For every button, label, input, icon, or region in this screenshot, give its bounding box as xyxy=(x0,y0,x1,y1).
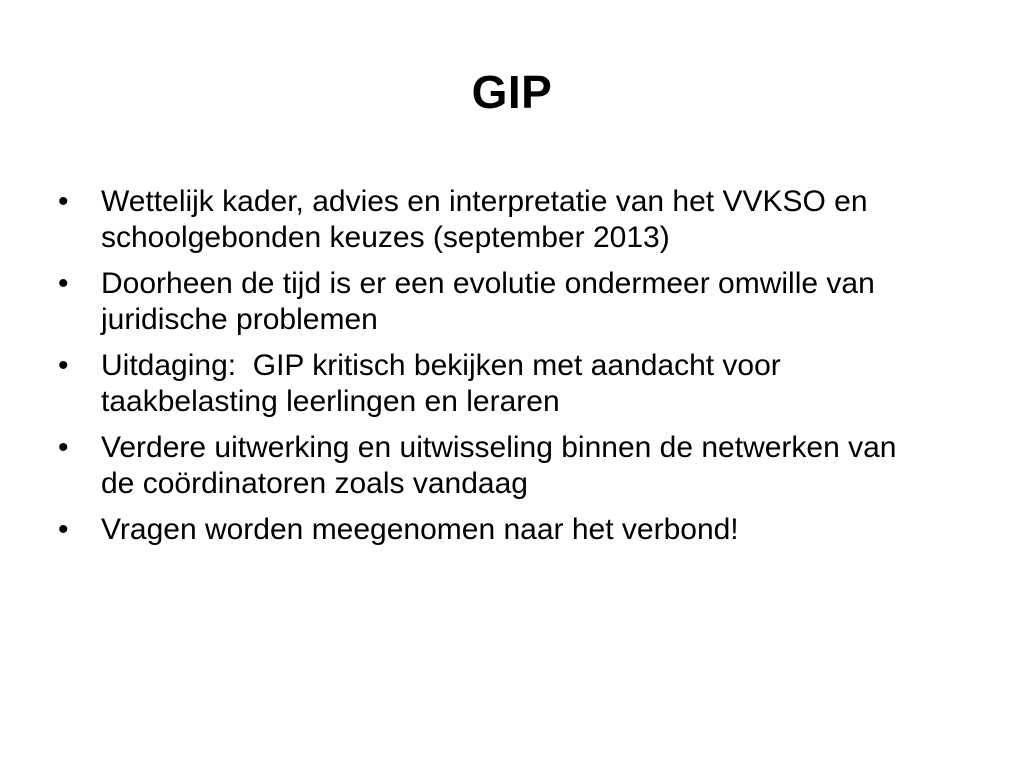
bullet-list xyxy=(58,184,938,558)
bullet-icon: • xyxy=(58,349,69,382)
bullet-icon: • xyxy=(58,431,69,464)
bullet-text: Doorheen de tijd is er een evolutie ondermeer omwille van juridische problemen xyxy=(101,267,875,336)
slide-title: GIP xyxy=(471,66,553,118)
bullet-text: Vragen worden meegenomen naar het verbond! xyxy=(101,513,739,546)
bullet-item xyxy=(58,184,938,256)
bullet-text: Uitdaging: GIP kritisch bekijken met aandacht voor taakbelasting leerlingen en leraren xyxy=(101,349,790,418)
bullet-item xyxy=(58,348,938,420)
bullet-icon: • xyxy=(58,513,69,546)
bullet-text: Verdere uitwerking en uitwisseling binnen de netwerken van de coördinatoren zoals vandaag xyxy=(101,431,897,500)
bullet-text: Wettelijk kader, advies en interpretatie van het VVKSO en schoolgebonden keuzes (september 2013) xyxy=(101,185,868,254)
bullet-item xyxy=(58,512,938,548)
bullet-item xyxy=(58,430,938,502)
bullet-icon: • xyxy=(58,267,69,300)
bullet-icon: • xyxy=(58,185,69,218)
bullet-item xyxy=(58,266,938,338)
